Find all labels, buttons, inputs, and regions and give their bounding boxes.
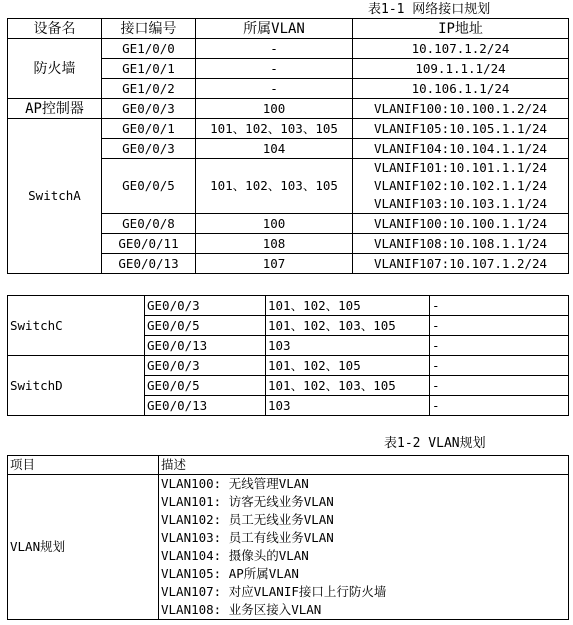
- ip-cell: VLANIF105:10.105.1.1/24: [353, 119, 569, 139]
- device-firewall: 防火墙: [8, 39, 102, 99]
- vlan-line: VLAN100: 无线管理VLAN: [161, 476, 309, 491]
- ip-cell: -: [430, 296, 569, 316]
- vlan-line: VLAN107: 对应VLANIF接口上行防火墙: [161, 584, 387, 599]
- device-ap-controller: AP控制器: [8, 99, 102, 119]
- vlan-cell: 101、102、105: [266, 356, 430, 376]
- port-cell: GE1/0/0: [102, 39, 196, 59]
- vlan-cell: 100: [196, 214, 353, 234]
- vlan-cell: 104: [196, 139, 353, 159]
- vlan-cell: 101、102、103、105: [266, 316, 430, 336]
- ip-cell: -: [430, 336, 569, 356]
- table-row: [8, 475, 569, 620]
- vlan-cell: -: [196, 59, 353, 79]
- ip-line: VLANIF102:10.102.1.1/24: [373, 178, 548, 193]
- header-device: 设备名: [8, 19, 102, 39]
- header-port: 接口编号: [102, 19, 196, 39]
- switch-port-table: [7, 295, 569, 416]
- ip-cell: VLANIF104:10.104.1.1/24: [353, 139, 569, 159]
- port-cell: GE0/0/3: [145, 356, 266, 376]
- port-cell: GE0/0/1: [102, 119, 196, 139]
- header-description: 描述: [159, 456, 569, 475]
- description-cell: [159, 475, 569, 620]
- vlan-line: VLAN105: AP所属VLAN: [161, 566, 299, 581]
- vlan-cell: 107: [196, 254, 353, 274]
- device-switchd: SwitchD: [8, 356, 145, 416]
- table-row: [8, 356, 569, 376]
- port-cell: GE0/0/5: [145, 376, 266, 396]
- port-cell: GE0/0/13: [102, 254, 196, 274]
- ip-cell: -: [430, 316, 569, 336]
- table-row: [8, 99, 569, 119]
- table-row: [8, 296, 569, 316]
- vlan-line: VLAN104: 摄像头的VLAN: [161, 548, 309, 563]
- port-cell: GE1/0/1: [102, 59, 196, 79]
- ip-cell: 109.1.1.1/24: [353, 59, 569, 79]
- ip-cell: VLANIF108:10.108.1.1/24: [353, 234, 569, 254]
- vlan-cell: 100: [196, 99, 353, 119]
- device-switcha: SwitchA: [8, 119, 102, 274]
- device-switchc: SwitchC: [8, 296, 145, 356]
- port-cell: GE0/0/3: [145, 296, 266, 316]
- port-cell: GE0/0/3: [102, 99, 196, 119]
- ip-cell: 10.107.1.2/24: [353, 39, 569, 59]
- vlan-line: VLAN108: 业务区接入VLAN: [161, 602, 322, 617]
- table1-caption: 表1-1 网络接口规划: [368, 2, 491, 17]
- ip-cell: 10.106.1.1/24: [353, 79, 569, 99]
- ip-cell: VLANIF100:10.100.1.2/24: [353, 99, 569, 119]
- ip-line: VLANIF103:10.103.1.1/24: [373, 196, 548, 211]
- vlan-cell: 101、102、103、105: [196, 119, 353, 139]
- vlan-cell: 101、102、103、105: [196, 159, 353, 214]
- network-interface-table: [7, 18, 569, 274]
- table-header-row: [8, 19, 569, 39]
- header-item: 项目: [8, 456, 159, 475]
- vlan-cell: 108: [196, 234, 353, 254]
- vlan-cell: 101、102、103、105: [266, 376, 430, 396]
- vlan-cell: 103: [266, 396, 430, 416]
- vlan-line: VLAN103: 员工有线业务VLAN: [161, 530, 334, 545]
- ip-cell: VLANIF107:10.107.1.2/24: [353, 254, 569, 274]
- port-cell: GE0/0/3: [102, 139, 196, 159]
- vlan-plan-table: [7, 455, 569, 620]
- item-cell: VLAN规划: [8, 475, 159, 620]
- header-ip: IP地址: [353, 19, 569, 39]
- table-header-row: [8, 456, 569, 475]
- port-cell: GE0/0/8: [102, 214, 196, 234]
- ip-cell: -: [430, 376, 569, 396]
- ip-cell: [353, 159, 569, 214]
- port-cell: GE0/0/5: [145, 316, 266, 336]
- port-cell: GE0/0/5: [102, 159, 196, 214]
- vlan-line: VLAN101: 访客无线业务VLAN: [161, 494, 334, 509]
- ip-line: VLANIF101:10.101.1.1/24: [373, 160, 548, 175]
- port-cell: GE0/0/11: [102, 234, 196, 254]
- port-cell: GE0/0/13: [145, 336, 266, 356]
- table2-caption: 表1-2 VLAN规划: [384, 436, 486, 451]
- vlan-cell: -: [196, 79, 353, 99]
- vlan-cell: 101、102、105: [266, 296, 430, 316]
- port-cell: GE0/0/13: [145, 396, 266, 416]
- table-row: [8, 119, 569, 139]
- ip-cell: -: [430, 356, 569, 376]
- port-cell: GE1/0/2: [102, 79, 196, 99]
- table-row: [8, 39, 569, 59]
- vlan-cell: 103: [266, 336, 430, 356]
- vlan-cell: -: [196, 39, 353, 59]
- ip-cell: VLANIF100:10.100.1.1/24: [353, 214, 569, 234]
- ip-cell: -: [430, 396, 569, 416]
- header-vlan: 所属VLAN: [196, 19, 353, 39]
- vlan-line: VLAN102: 员工无线业务VLAN: [161, 512, 334, 527]
